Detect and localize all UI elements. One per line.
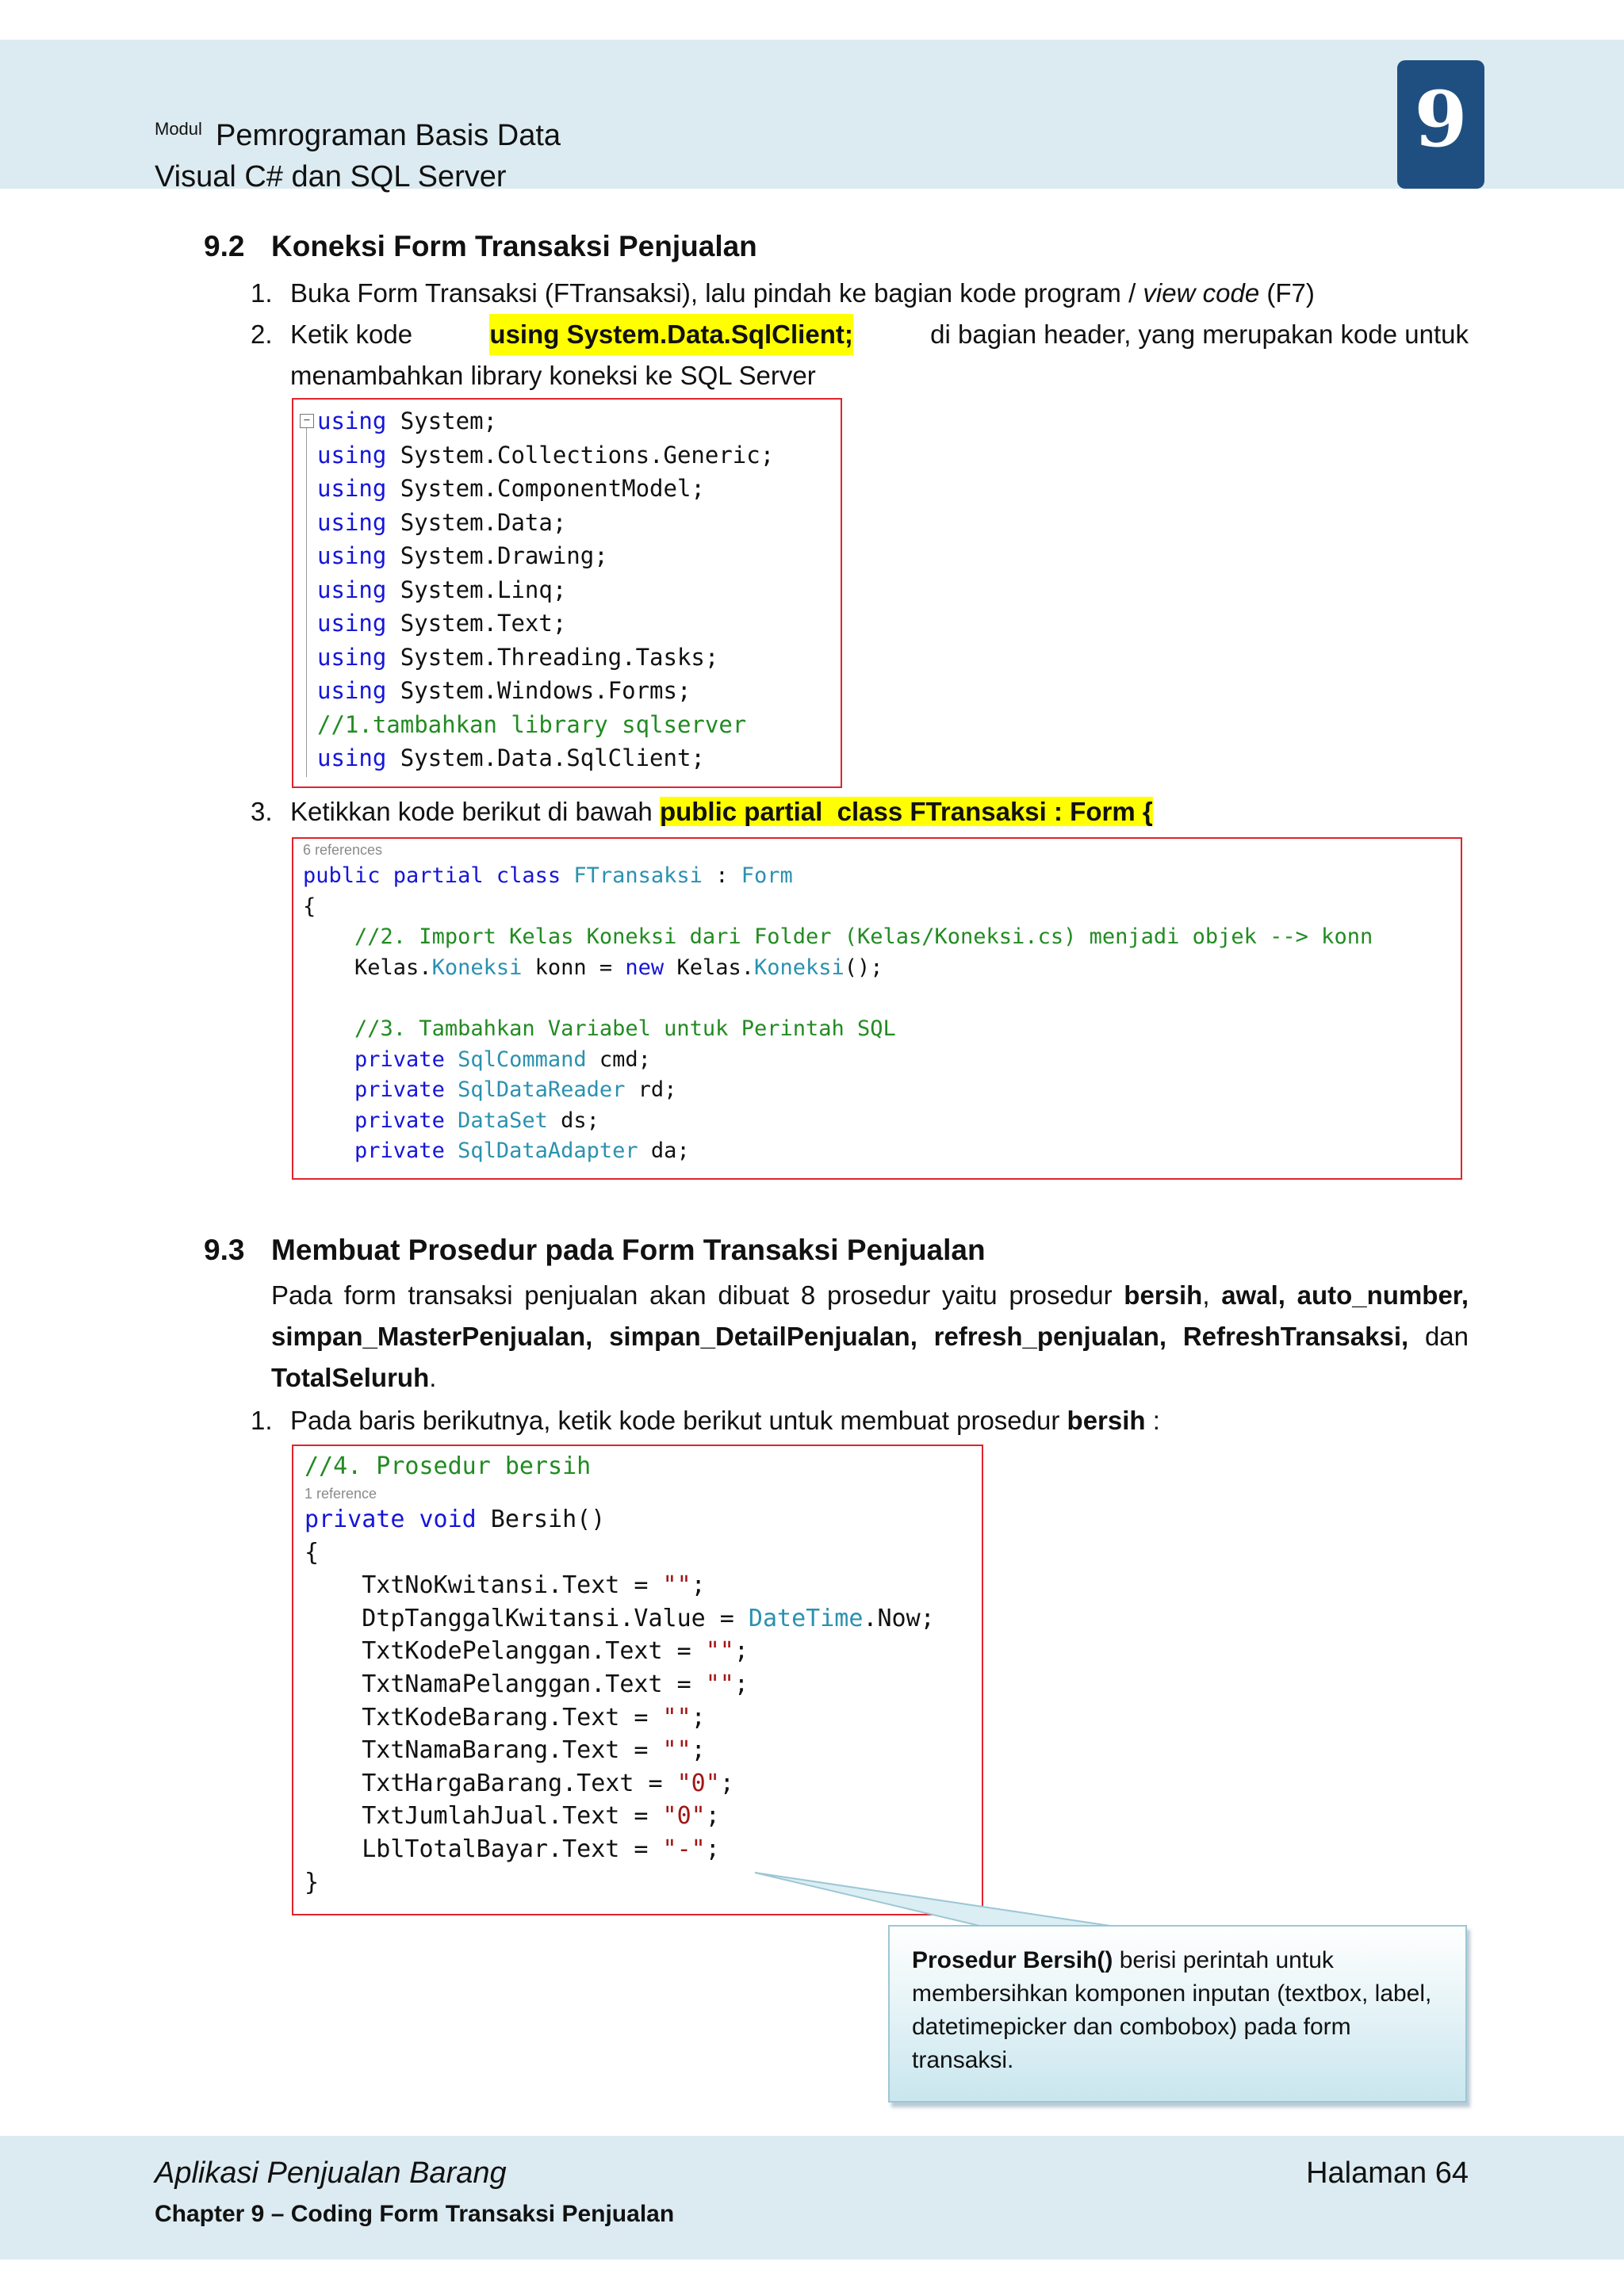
keyword: using bbox=[317, 643, 387, 671]
code-text: System.Linq; bbox=[386, 576, 567, 603]
code-text: (); bbox=[844, 955, 883, 980]
type-name: SqlCommand bbox=[458, 1047, 587, 1072]
references-codelens: 1 reference bbox=[304, 1486, 377, 1502]
bold-text: Prosedur Bersih() bbox=[912, 1947, 1113, 1973]
keyword: new bbox=[625, 955, 665, 980]
type-name: Form bbox=[741, 863, 793, 888]
string-literal: "" bbox=[705, 1637, 734, 1666]
code-text: System.Text; bbox=[386, 610, 567, 637]
section-number: 9.2 bbox=[204, 230, 245, 262]
text: Pada form transaksi penjualan akan dibuat 8 prosedur yaitu prosedur bbox=[271, 1280, 1124, 1310]
code-text: Kelas. bbox=[354, 955, 432, 980]
text: (F7) bbox=[1259, 278, 1315, 308]
code-text: System.Drawing; bbox=[386, 542, 608, 569]
list-number: 1. bbox=[251, 278, 273, 308]
code-text: TxtKodePelanggan.Text = bbox=[362, 1637, 706, 1666]
string-literal: "-" bbox=[662, 1835, 706, 1863]
code-text: System.ComponentModel; bbox=[386, 475, 705, 502]
keyword: private bbox=[354, 1108, 445, 1133]
code-text: ; bbox=[691, 1571, 706, 1600]
type-name: SqlDataAdapter bbox=[458, 1138, 638, 1164]
code-text: LblTotalBayar.Text = bbox=[362, 1835, 663, 1863]
text: : bbox=[1145, 1406, 1160, 1435]
code-text: System.Threading.Tasks; bbox=[386, 643, 719, 671]
text: , bbox=[1202, 1280, 1222, 1310]
code-text: ; bbox=[691, 1703, 706, 1732]
code-text: TxtHargaBarang.Text = bbox=[362, 1769, 677, 1797]
module-title-line1: Pemrograman Basis Data bbox=[216, 119, 561, 152]
code-text: System.Collections.Generic; bbox=[386, 441, 775, 469]
bold-text: bersih bbox=[1124, 1280, 1203, 1310]
callout-text bbox=[912, 1944, 1443, 2077]
code-text: TxtNamaBarang.Text = bbox=[362, 1736, 663, 1765]
keyword: using bbox=[317, 475, 387, 502]
code-text: da; bbox=[638, 1138, 690, 1164]
type-name: Koneksi bbox=[754, 955, 845, 980]
code-text: System.Windows.Forms; bbox=[386, 677, 691, 704]
keyword: private bbox=[354, 1138, 445, 1164]
highlighted-code: public partial class FTransaksi : Form { bbox=[659, 797, 1153, 826]
callout-pointer-shape bbox=[755, 1873, 1126, 1928]
callout-note bbox=[888, 1925, 1467, 2103]
italic-text: view code bbox=[1143, 278, 1260, 308]
list-number: 2. bbox=[251, 320, 273, 349]
code-text: : bbox=[702, 863, 741, 888]
code-comment: //3. Tambahkan Variabel untuk Perintah SQL bbox=[354, 1016, 896, 1041]
module-title-line2: Visual C# dan SQL Server bbox=[155, 160, 507, 193]
code-text: ; bbox=[733, 1637, 749, 1666]
list-text-line2: menambahkan library koneksi ke SQL Server bbox=[290, 361, 816, 390]
string-literal: "0" bbox=[676, 1769, 720, 1797]
code-text: ds; bbox=[547, 1108, 599, 1133]
references-codelens: 6 references bbox=[303, 842, 383, 858]
keyword: private bbox=[354, 1047, 445, 1072]
string-literal: "" bbox=[705, 1670, 734, 1698]
chapter-badge: 9 bbox=[1397, 60, 1484, 189]
keyword: using bbox=[317, 610, 387, 637]
code-text: DtpTanggalKwitansi.Value = bbox=[362, 1604, 749, 1632]
string-literal: "" bbox=[662, 1571, 691, 1600]
text: berisi perintah untuk membersihkan komponen inputan (textbox, label, datetimepicker dan combobox) pada form transaksi. bbox=[912, 1947, 1432, 2073]
keyword: using bbox=[317, 508, 387, 536]
keyword: using bbox=[317, 542, 387, 569]
code-text: ; bbox=[691, 1736, 706, 1765]
list-number: 1. bbox=[251, 1406, 273, 1435]
bold-text: TotalSeluruh bbox=[271, 1363, 430, 1392]
code-comment: //2. Import Kelas Koneksi dari Folder (Kelas/Koneksi.cs) menjadi objek --> konn bbox=[354, 924, 1373, 950]
bold-text: awal, auto_number, simpan_MasterPenjualan, simpan_DetailPenjualan, refresh_penjualan, RefreshTransaksi, bbox=[271, 1280, 1469, 1351]
code-text: konn = bbox=[522, 955, 626, 980]
code-comment: //4. Prosedur bersih bbox=[304, 1452, 592, 1480]
code-text: } bbox=[304, 1868, 320, 1896]
code-text: System.Data.SqlClient; bbox=[386, 744, 705, 771]
keyword: public partial class bbox=[303, 863, 561, 888]
keyword: using bbox=[317, 441, 387, 469]
code-text: ; bbox=[719, 1769, 734, 1797]
keyword: using bbox=[317, 408, 387, 434]
code-text: Kelas. bbox=[664, 955, 754, 980]
text: Ketikkan kode berikut di bawah bbox=[290, 797, 660, 826]
code-text: System.Data; bbox=[386, 508, 567, 536]
section-number: 9.3 bbox=[204, 1234, 245, 1266]
code-text: TxtJumlahJual.Text = bbox=[362, 1802, 663, 1831]
text: di bagian header, yang merupakan kode untuk bbox=[930, 320, 1469, 349]
text: dan bbox=[1408, 1322, 1469, 1351]
text: Pada baris berikutnya, ketik kode berikut untuk membuat prosedur bbox=[290, 1406, 1067, 1435]
keyword: private bbox=[354, 1077, 445, 1103]
footer-app-title: Aplikasi Penjualan Barang bbox=[155, 2156, 507, 2190]
type-name: Koneksi bbox=[431, 955, 523, 980]
keyword: using bbox=[317, 576, 387, 603]
code-text: TxtKodeBarang.Text = bbox=[362, 1703, 663, 1732]
page-footer bbox=[0, 2136, 1624, 2260]
code-text: System; bbox=[386, 408, 497, 434]
type-name: FTransaksi bbox=[573, 863, 703, 888]
code-text: ; bbox=[733, 1670, 749, 1698]
string-literal: "0" bbox=[662, 1802, 706, 1831]
type-name: SqlDataReader bbox=[458, 1077, 626, 1103]
string-literal: "" bbox=[662, 1736, 691, 1765]
modul-label: Modul bbox=[155, 119, 202, 139]
string-literal: "" bbox=[662, 1703, 691, 1732]
code-text: cmd; bbox=[586, 1047, 651, 1072]
code-text: { bbox=[304, 1538, 320, 1567]
text: . bbox=[429, 1363, 437, 1392]
section-title: Membuat Prosedur pada Form Transaksi Penjualan bbox=[271, 1234, 986, 1266]
section-title: Koneksi Form Transaksi Penjualan bbox=[271, 230, 757, 262]
code-text: ; bbox=[705, 1835, 720, 1863]
list-number: 3. bbox=[251, 797, 273, 826]
code-text: .Now; bbox=[863, 1604, 935, 1632]
type-name: DateTime bbox=[748, 1604, 864, 1632]
type-name: DataSet bbox=[458, 1108, 548, 1133]
collapse-icon: − bbox=[300, 414, 314, 428]
highlighted-code: using System.Data.SqlClient; bbox=[489, 314, 852, 355]
code-text: TxtNamaPelanggan.Text = bbox=[362, 1670, 706, 1698]
code-text: Bersih() bbox=[476, 1506, 606, 1533]
text: Buka Form Transaksi (FTransaksi), lalu pindah ke bagian kode program / bbox=[290, 278, 1143, 308]
code-comment: //1.tambahkan library sqlserver bbox=[317, 710, 747, 738]
code-text: rd; bbox=[625, 1077, 677, 1103]
code-text: ; bbox=[705, 1802, 720, 1831]
keyword: private void bbox=[304, 1506, 477, 1533]
bold-text: bersih bbox=[1067, 1406, 1146, 1435]
footer-chapter: Chapter 9 – Coding Form Transaksi Penjualan bbox=[155, 2201, 675, 2227]
keyword: using bbox=[317, 744, 387, 771]
code-text: TxtNoKwitansi.Text = bbox=[362, 1571, 663, 1600]
code-text: { bbox=[303, 894, 316, 919]
text: Ketik kode bbox=[290, 320, 413, 349]
page-number: Halaman 64 bbox=[1306, 2156, 1469, 2190]
keyword: using bbox=[317, 677, 387, 704]
